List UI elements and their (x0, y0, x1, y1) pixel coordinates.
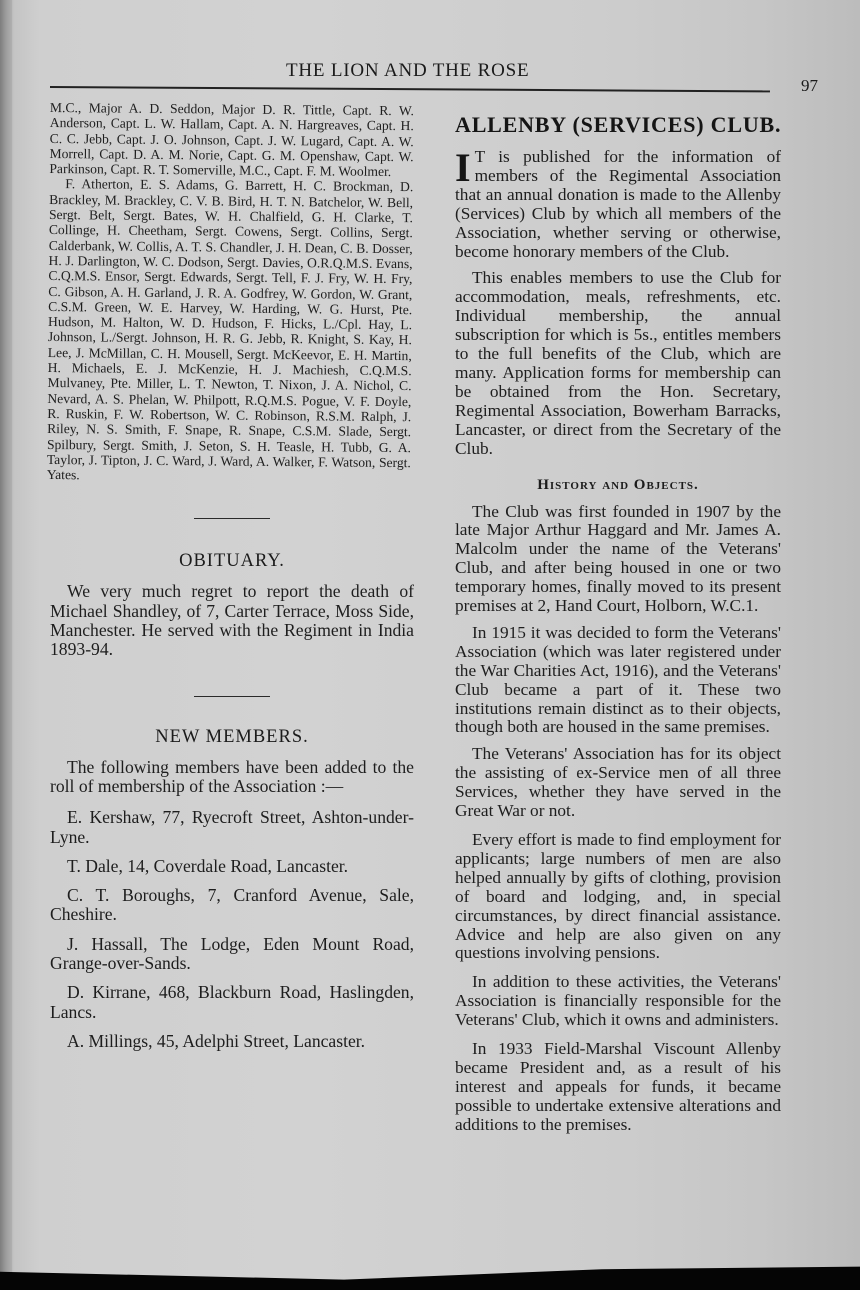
history-subheading: History and Objects. (537, 476, 699, 493)
new-member-entry: J. Hassall, The Lodge, Eden Mount Road, Grange-over-Sands. (50, 933, 414, 973)
article-title: ALLENBY (SERVICES) CLUB. (455, 112, 782, 137)
new-member-entry: A. Millings, 45, Adelphi Street, Lancaster. (67, 1030, 366, 1051)
article-intro (455, 145, 781, 261)
history-paragraph: The Veterans' Association has for its object the assisting of ex-Service men of all three Services, whether they have served in the Great War or not. (455, 744, 781, 821)
new-members-heading: NEW MEMBERS. (155, 726, 309, 747)
history-paragraph: In addition to these activities, the Veterans' Association is financially responsible for the Veterans' Club, which it owns and administers. (455, 972, 781, 1030)
binding-edge (0, 0, 12, 1290)
right-column (455, 112, 781, 1135)
page-number: 97 (801, 76, 818, 95)
history-paragraph: In 1915 it was decided to form the Veterans' Association (which was later registered under the War Charities Act, 1916), and the Veterans' Club became a part of it. These two institutions remain distinct as to their objects, though both are housed in the same premises. (455, 622, 781, 737)
header-rule (50, 86, 770, 92)
history-paragraph: In 1933 Field-Marshal Viscount Allenby became President and, as a result of his interest and appeals for funds, it became possible to undertake extensive alterations and additions to the premises. (455, 1039, 781, 1134)
obituary-heading: OBITUARY. (179, 551, 285, 572)
drop-cap: I (455, 145, 471, 190)
new-member-entry: E. Kershaw, 77, Ryecroft Street, Ashton-under-Lyne. (50, 807, 414, 847)
new-member-entry: T. Dale, 14, Coverdale Road, Lancaster. (67, 855, 349, 876)
membership-paragraph: This enables members to use the Club for accommodation, meals, refreshments, etc. Individual membership, the annual subscription for which is 5s., entitles members to the full benefits of the Club, which are many. Application forms for membership can be obtained from the Hon. Secretary, Regimental Association, Bowerham Barracks, Lancaster, or direct from the Secretary of the Club. (455, 268, 781, 458)
running-head (50, 58, 818, 95)
history-paragraph: The Club was first founded in 1907 by the late Major Arthur Haggard and Mr. James A. Malcolm under the name of the Veterans' Club, and after being housed in one or two temporary homes, finally moved to its present premises at 2, Hand Court, Holborn, W.C.1. (455, 501, 781, 616)
other-ranks-names: F. Atherton, E. S. Adams, G. Barrett, H. C. Brockman, D. Brackley, M. Brackley, C. V. B. Bird, H. T. N. Batchelor, W. Bell, Sergt. Belt, Sergt. Bates, W. H. Chalfield, G. H. Clarke, T. Collinge, H. Cheetham, Sergt. Cowens, Sergt. Collins, Sergt. Calderbank, W. Collis, A. T. S. Chandler, J. H. Dean, C. B. Dosser, H. J. Darlington, W. C. Dodson, Sergt. Davies, O.R.Q.M.S. Evans, C.Q.M.S. Ensor, Sergt. Edwards, Sergt. Tell, F. J. Fry, W. H. Fry, C. Gibson, A. H. Garland, J. R. A. Godfrey, W. Gordon, W. Grant, C.S.M. Green, W. E. Harvey, W. Harding, W. G. Hurst, Pte. Hudson, M. Halton, W. D. Hudson, F. Hicks, L./Cpl. Hay, L. Johnson, L./Sergt. Johnson, H. R. G. Jebb, R. Knight, S. Kay, H. Lee, J. McMillan, C. H. Mousell, Sergt. McKeevor, E. H. Martin, H. Michaels, E. J. McKenzie, H. J. Machiesh, C.Q.M.S. Mulvaney, Pte. Miller, L. T. Newton, T. Nixon, J. A. Nichol, C. Nevard, A. S. Phelan, W. Philpott, R.Q.M.S. Pogue, V. F. Doyle, R. Ruskin, F. W. Robertson, W. C. Robinson, R.S.M. Ralph, J. Riley, N. S. Smith, F. Snape, R. Snape, C.S.M. Slade, Sergt. Spilbury, Sergt. Smith, J. Seton, S. H. Teasle, H. Tubb, G. A. Taylor, J. Tipton, J. C. Ward, J. Ward, A. Walker, F. Watson, Sergt. Yates. (46, 176, 414, 483)
running-title: THE LION AND THE ROSE (286, 60, 530, 81)
new-member-entry: C. T. Boroughs, 7, Cranford Avenue, Sale, Cheshire. (50, 885, 414, 925)
officers-names: M.C., Major A. D. Seddon, Major D. R. Tittle, Capt. R. W. Anderson, Capt. L. W. Hallam, Capt. A. N. Hargreaves, Capt. H. C. C. Jebb, Capt. J. O. Johnson, Capt. J. W. Lugard, Capt. A. W. Morrell, Capt. D. A. M. Norie, Capt. G. M. Openshaw, Capt. W. Parkinson, Capt. R. T. Somerville, M.C., Capt. F. M. Woolmer. (49, 100, 414, 180)
history-paragraph: Every effort is made to find employment for applicants; large numbers of men are also helped annually by gifts of clothing, provision of board and lodging, and, in special circumstances, by direct financial assistance. Advice and help are also given on any questions involving pensions. (455, 830, 781, 963)
article-intro-text: T is published for the information of members of the Regimental Association that an annual donation is made to the Allenby (Services) Club by which all members of the Association, whether serving or otherwise, become honorary members of the Club. (455, 147, 781, 261)
left-column (46, 100, 414, 1051)
new-member-entry: D. Kirrane, 468, Blackburn Road, Haslingden, Lancs. (50, 982, 414, 1022)
page-bottom-shadow (0, 1264, 860, 1290)
obituary-text: We very much regret to report the death of Michael Shandley, of 7, Carter Terrace, Moss Side, Manchester. He served with the Regiment in India 1893-94. (50, 581, 414, 660)
new-members-intro: The following members have been added to the roll of membership of the Association :— (50, 756, 414, 796)
members-name-list (47, 100, 414, 486)
